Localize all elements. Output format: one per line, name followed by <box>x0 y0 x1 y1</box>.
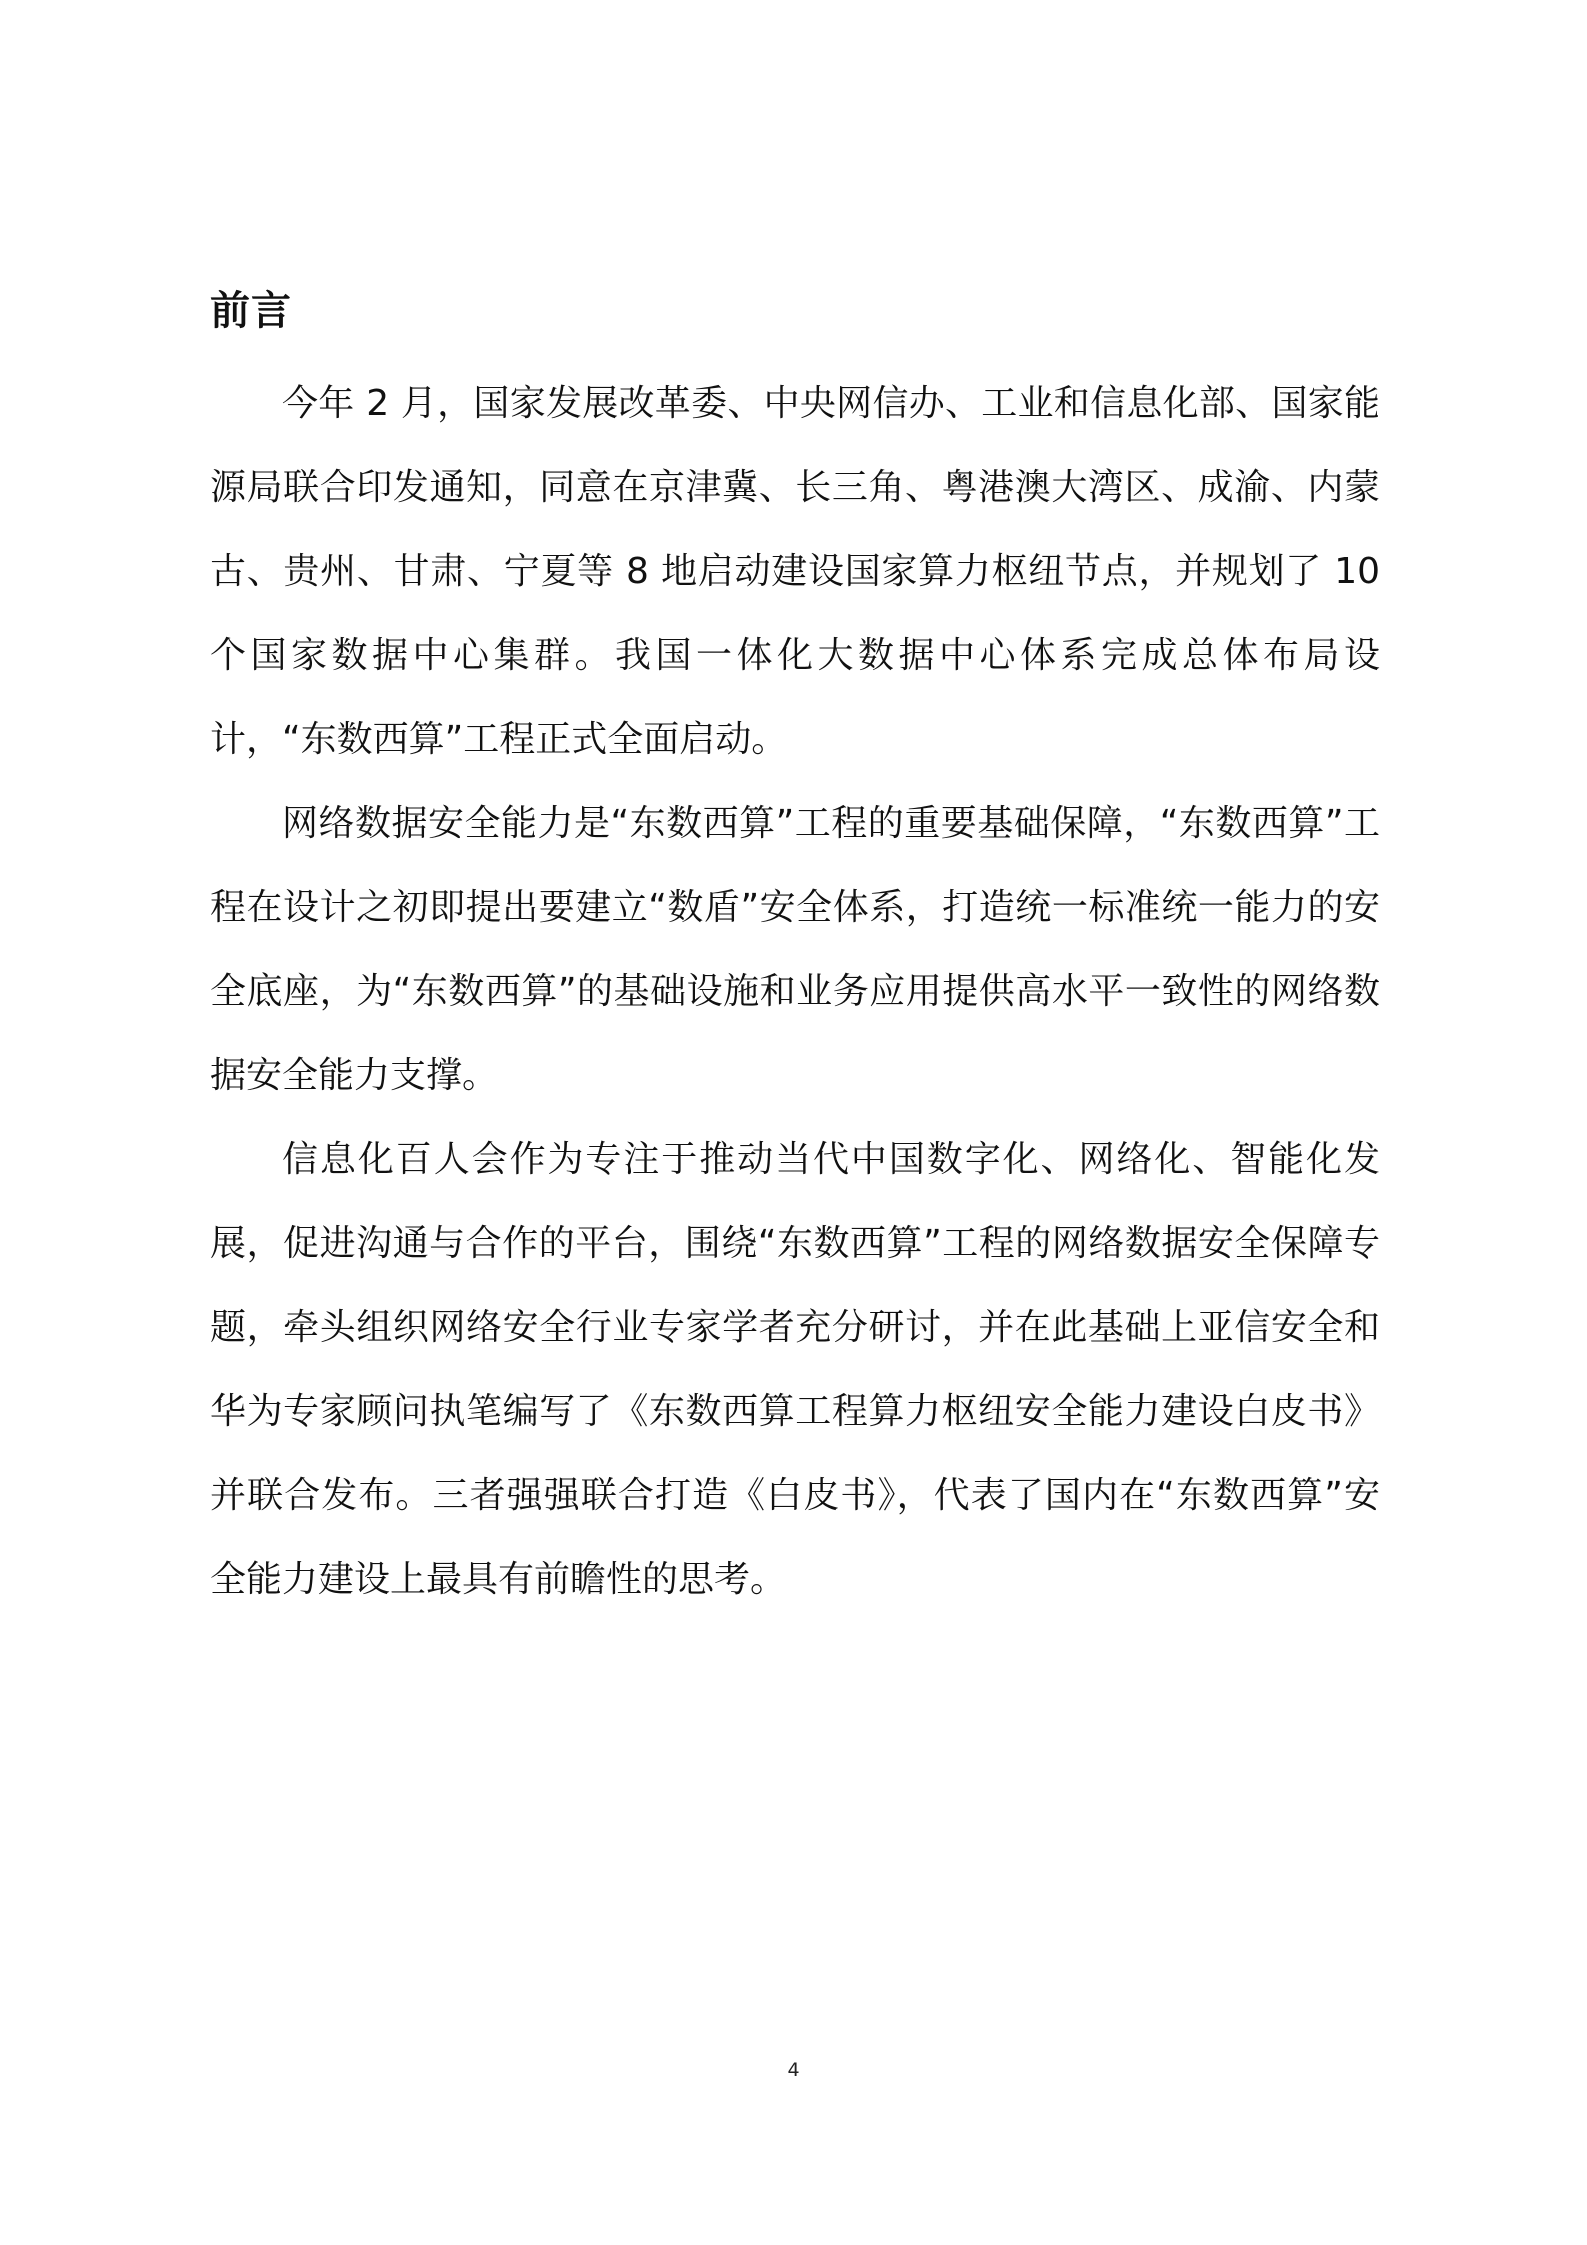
section-heading: 前言 <box>210 288 292 334</box>
paragraph-intro: 今年 2 月，国家发展改革委、中央网信办、工业和信息化部、国家能源局联合印发通知，同意在京津冀、长三角、粤港澳大湾区、成渝、内蒙古、贵州、甘肃、宁夏等 8 地启动建设国家算力枢纽节点，并规划了 10 个国家数据中心集群。我国一体化大数据中心体系完成总体布局设计，“东数西算”工程正式全面启动。 <box>210 383 1380 760</box>
paragraph-whitepaper: 信息化百人会作为专注于推动当代中国数字化、网络化、智能化发展，促进沟通与合作的平台，围绕“东数西算”工程的网络数据安全保障专题，牵头组织网络安全行业专家学者充分研讨，并在此基础上亚信安全和华为专家顾问执笔编写了《东数西算工程算力枢纽安全能力建设白皮书》并联合发布。三者强强联合打造《白皮书》，代表了国内在“东数西算”安全能力建设上最具有前瞻性的思考。 <box>210 1139 1380 1600</box>
body-text <box>210 362 1380 1622</box>
page-number: 4 <box>787 2059 800 2081</box>
paragraph-security-capability: 网络数据安全能力是“东数西算”工程的重要基础保障，“东数西算”工程在设计之初即提出要建立“数盾”安全体系，打造统一标准统一能力的安全底座，为“东数西算”的基础设施和业务应用提供高水平一致性的网络数据安全能力支撑。 <box>210 803 1380 1096</box>
